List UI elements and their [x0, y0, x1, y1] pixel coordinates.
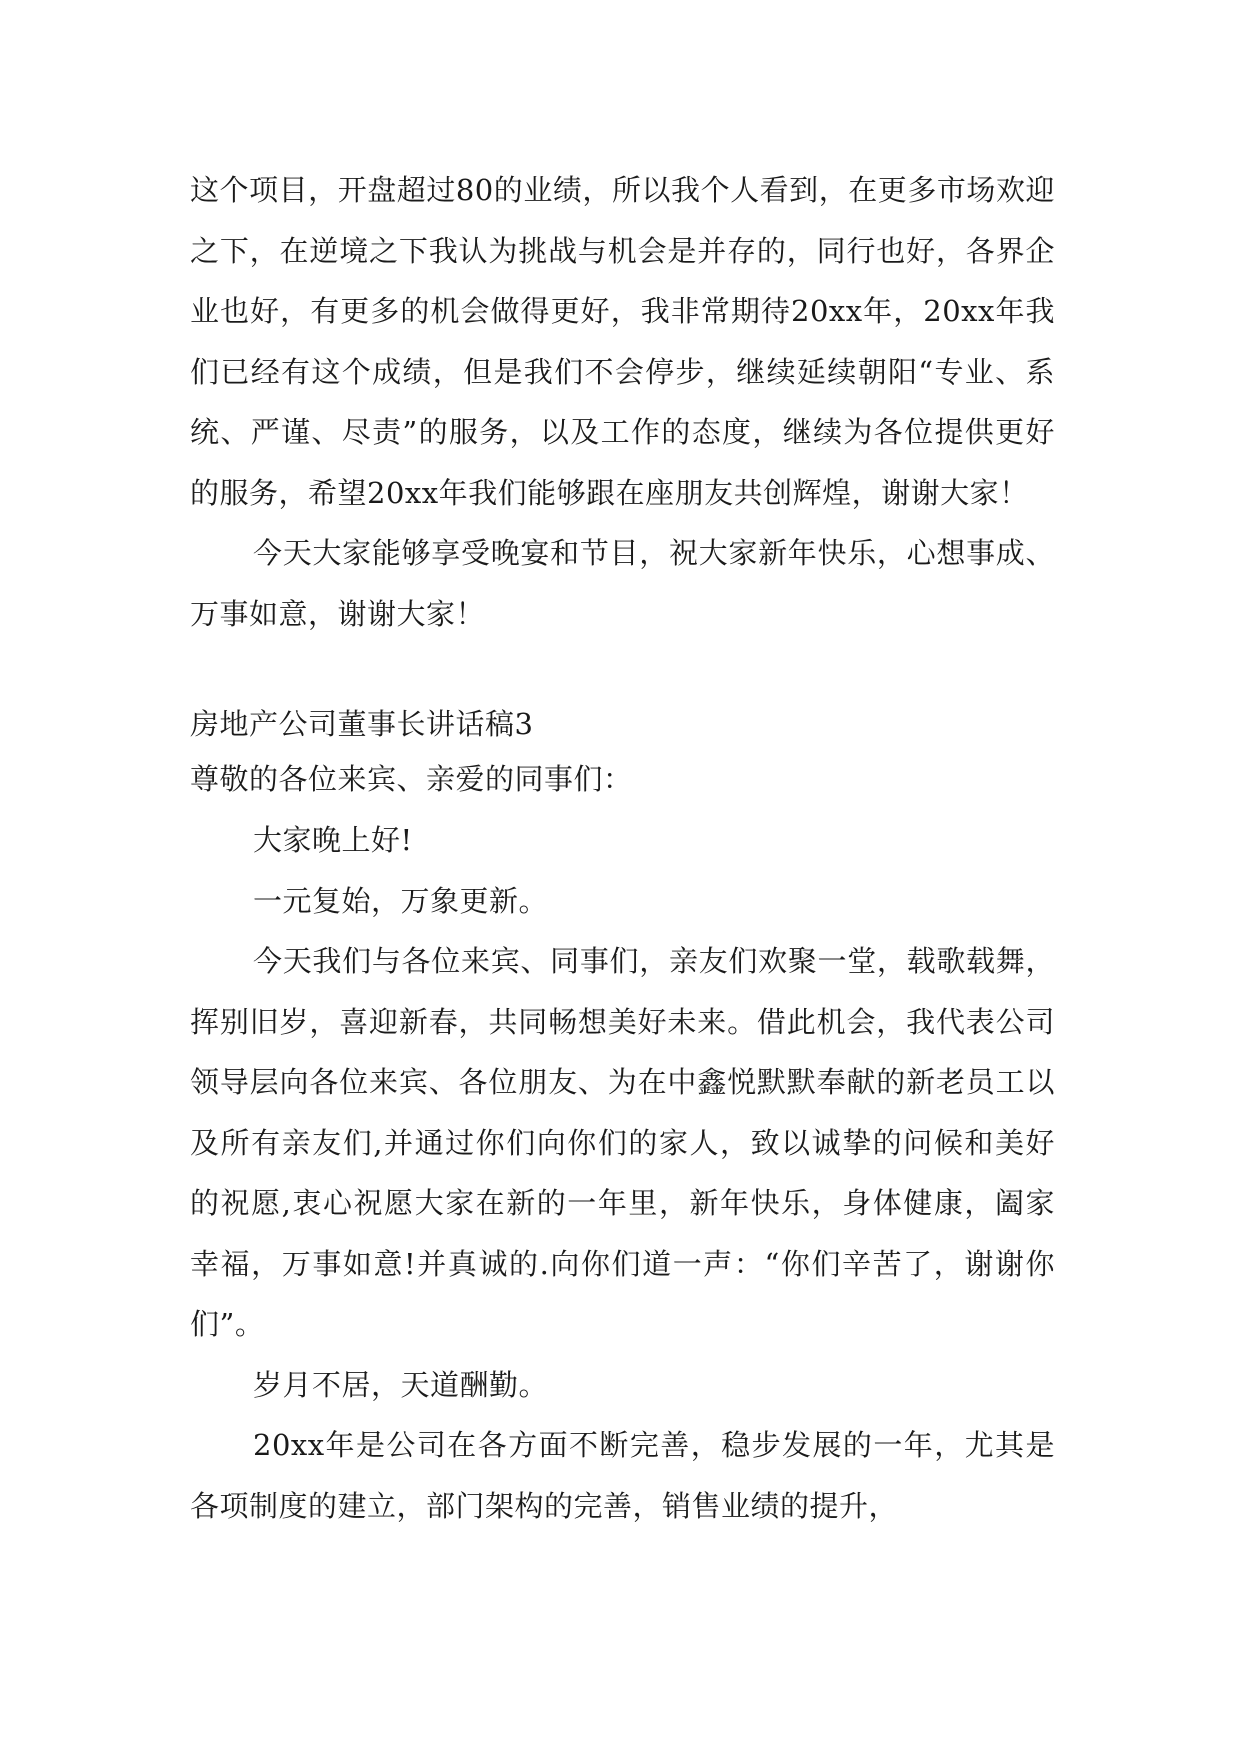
salutation: 尊敬的各位来宾、亲爱的同事们： [190, 762, 633, 796]
body-paragraph: 今天大家能够享受晚宴和节目，祝大家新年快乐，心想事成、万事如意，谢谢大家！ [190, 536, 1055, 631]
body-paragraph: 大家晚上好! [253, 823, 413, 857]
section-title: 房地产公司董事长讲话稿3 [190, 707, 534, 741]
body-paragraph: 20xx年是公司在各方面不断完善，稳步发展的一年，尤其是各项制度的建立，部门架构的完善，销售业绩的提升， [190, 1428, 1055, 1523]
body-paragraph: 一元复始，万象更新。 [253, 883, 549, 918]
body-paragraph: 今天我们与各位来宾、同事们，亲友们欢聚一堂，载歌载舞，挥别旧岁，喜迎新春，共同畅想美好未来。借此机会，我代表公司领导层向各位来宾、各位朋友、为在中鑫悦默默奉献的新老员工以及所有亲友们,并通过你们向你们的家人，致以诚挚的问候和美好的祝愿,衷心祝愿大家在新的一年里，新年快乐，身体健康，阖家幸福，万事如意!并真诚的.向你们道一声：“你们辛苦了，谢谢你们”。 [190, 944, 1055, 1341]
document-body [190, 160, 1055, 1536]
body-paragraph: 岁月不居，天道酬勤。 [253, 1367, 549, 1402]
body-paragraph: 这个项目，开盘超过80的业绩，所以我个人看到，在更多市场欢迎之下，在逆境之下我认为挑战与机会是并存的，同行也好，各界企业也好，有更多的机会做得更好，我非常期待20xx年，20xx年我们已经有这个成绩，但是我们不会停步，继续延续朝阳“专业、系统、严谨、尽责”的服务，以及工作的态度，继续为各位提供更好的服务，希望20xx年我们能够跟在座朋友共创辉煌，谢谢大家！ [190, 173, 1055, 510]
